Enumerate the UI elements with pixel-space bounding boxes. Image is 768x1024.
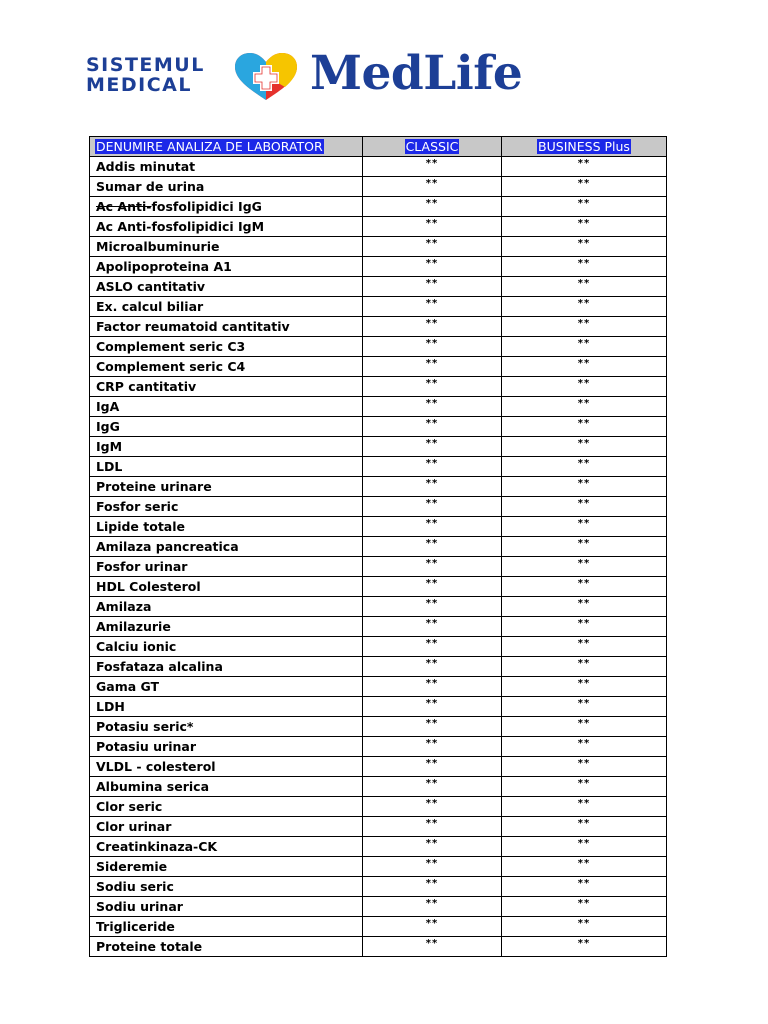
business-value: ** <box>502 197 667 217</box>
business-value: ** <box>502 497 667 517</box>
business-value: ** <box>502 517 667 537</box>
table-row <box>90 737 667 757</box>
classic-value: ** <box>363 297 502 317</box>
medlife-logo <box>86 46 586 106</box>
business-value: ** <box>502 717 667 737</box>
table-row <box>90 917 667 937</box>
table-row <box>90 557 667 577</box>
business-value: ** <box>502 917 667 937</box>
business-value: ** <box>502 437 667 457</box>
analysis-name: Microalbuminurie <box>90 237 363 257</box>
business-value: ** <box>502 477 667 497</box>
classic-value: ** <box>363 237 502 257</box>
analysis-name: Albumina serica <box>90 777 363 797</box>
table-row <box>90 757 667 777</box>
business-value: ** <box>502 817 667 837</box>
table-row <box>90 157 667 177</box>
analysis-name: LDH <box>90 697 363 717</box>
table-row <box>90 637 667 657</box>
table-row <box>90 657 667 677</box>
business-value: ** <box>502 617 667 637</box>
logo-line-1: SISTEMUL <box>86 54 205 76</box>
table-header-row <box>90 137 667 157</box>
analysis-name: Proteine totale <box>90 937 363 957</box>
classic-value: ** <box>363 757 502 777</box>
analysis-name: IgG <box>90 417 363 437</box>
header-classic: CLASSIC <box>363 137 502 157</box>
business-value: ** <box>502 737 667 757</box>
business-value: ** <box>502 177 667 197</box>
analysis-name: Amilazurie <box>90 617 363 637</box>
business-value: ** <box>502 417 667 437</box>
table-row <box>90 717 667 737</box>
business-value: ** <box>502 657 667 677</box>
table-row <box>90 817 667 837</box>
table-row <box>90 497 667 517</box>
business-value: ** <box>502 317 667 337</box>
table-row <box>90 217 667 237</box>
business-value: ** <box>502 857 667 877</box>
business-value: ** <box>502 697 667 717</box>
table-row <box>90 937 667 957</box>
analysis-name: IgM <box>90 437 363 457</box>
analysis-name: LDL <box>90 457 363 477</box>
business-value: ** <box>502 337 667 357</box>
table-row <box>90 797 667 817</box>
table-row <box>90 457 667 477</box>
classic-value: ** <box>363 857 502 877</box>
table-row <box>90 397 667 417</box>
table-row <box>90 257 667 277</box>
table-row <box>90 197 667 217</box>
classic-value: ** <box>363 257 502 277</box>
analysis-name: Sideremie <box>90 857 363 877</box>
analysis-name: Factor reumatoid cantitativ <box>90 317 363 337</box>
classic-value: ** <box>363 177 502 197</box>
analysis-name: HDL Colesterol <box>90 577 363 597</box>
classic-value: ** <box>363 337 502 357</box>
classic-value: ** <box>363 657 502 677</box>
analysis-name: ASLO cantitativ <box>90 277 363 297</box>
analysis-name: Ac Anti-fosfolipidici IgM <box>90 217 363 237</box>
business-value: ** <box>502 217 667 237</box>
table-row <box>90 897 667 917</box>
table-row <box>90 277 667 297</box>
analysis-name: Addis minutat <box>90 157 363 177</box>
business-value: ** <box>502 597 667 617</box>
classic-value: ** <box>363 897 502 917</box>
analysis-name: Calciu ionic <box>90 637 363 657</box>
business-value: ** <box>502 677 667 697</box>
business-value: ** <box>502 797 667 817</box>
analysis-name: Complement seric C4 <box>90 357 363 377</box>
struck-text: Ac Anti- <box>96 199 152 214</box>
analysis-name: IgA <box>90 397 363 417</box>
classic-value: ** <box>363 277 502 297</box>
business-value: ** <box>502 877 667 897</box>
table-row <box>90 437 667 457</box>
analysis-name: Sodiu seric <box>90 877 363 897</box>
table-row <box>90 517 667 537</box>
classic-value: ** <box>363 357 502 377</box>
business-value: ** <box>502 297 667 317</box>
classic-value: ** <box>363 517 502 537</box>
classic-value: ** <box>363 917 502 937</box>
classic-value: ** <box>363 397 502 417</box>
business-value: ** <box>502 357 667 377</box>
analysis-name: Creatinkinaza-CK <box>90 837 363 857</box>
analysis-name: Proteine urinare <box>90 477 363 497</box>
classic-value: ** <box>363 577 502 597</box>
classic-value: ** <box>363 317 502 337</box>
classic-value: ** <box>363 737 502 757</box>
classic-value: ** <box>363 877 502 897</box>
logo-line-2: MEDICAL <box>86 74 192 96</box>
business-value: ** <box>502 637 667 657</box>
business-value: ** <box>502 397 667 417</box>
business-value: ** <box>502 897 667 917</box>
table-row <box>90 877 667 897</box>
business-value: ** <box>502 577 667 597</box>
classic-value: ** <box>363 677 502 697</box>
table-row <box>90 777 667 797</box>
logo-brand-text: MedLife <box>310 46 523 101</box>
classic-value: ** <box>363 637 502 657</box>
business-value: ** <box>502 537 667 557</box>
business-value: ** <box>502 757 667 777</box>
business-value: ** <box>502 257 667 277</box>
header-analysis-name: DENUMIRE ANALIZA DE LABORATOR <box>90 137 363 157</box>
business-value: ** <box>502 777 667 797</box>
business-value: ** <box>502 457 667 477</box>
heart-cross-icon <box>231 52 301 102</box>
table-row <box>90 477 667 497</box>
table-row <box>90 377 667 397</box>
analysis-name: Fosfataza alcalina <box>90 657 363 677</box>
analysis-name: Trigliceride <box>90 917 363 937</box>
classic-value: ** <box>363 157 502 177</box>
analysis-name: Apolipoproteina A1 <box>90 257 363 277</box>
classic-value: ** <box>363 537 502 557</box>
business-value: ** <box>502 937 667 957</box>
business-value: ** <box>502 237 667 257</box>
analysis-name: Fosfor seric <box>90 497 363 517</box>
classic-value: ** <box>363 477 502 497</box>
analysis-name: VLDL - colesterol <box>90 757 363 777</box>
logo-tagline <box>86 55 205 95</box>
classic-value: ** <box>363 697 502 717</box>
analysis-name: Sodiu urinar <box>90 897 363 917</box>
classic-value: ** <box>363 217 502 237</box>
table-row <box>90 677 667 697</box>
analysis-name <box>90 197 363 217</box>
analysis-name: Amilaza <box>90 597 363 617</box>
business-value: ** <box>502 157 667 177</box>
classic-value: ** <box>363 837 502 857</box>
classic-value: ** <box>363 717 502 737</box>
table-row <box>90 537 667 557</box>
analysis-name-rest: fosfolipidici IgG <box>151 199 262 214</box>
classic-value: ** <box>363 457 502 477</box>
analysis-name: Clor seric <box>90 797 363 817</box>
table-row <box>90 597 667 617</box>
analysis-name: Gama GT <box>90 677 363 697</box>
classic-value: ** <box>363 937 502 957</box>
lab-analyses-table <box>89 136 667 957</box>
table-row <box>90 837 667 857</box>
table-row <box>90 617 667 637</box>
analysis-name: Ex. calcul biliar <box>90 297 363 317</box>
classic-value: ** <box>363 417 502 437</box>
business-value: ** <box>502 277 667 297</box>
analysis-name: CRP cantitativ <box>90 377 363 397</box>
analysis-name: Fosfor urinar <box>90 557 363 577</box>
classic-value: ** <box>363 797 502 817</box>
table-row <box>90 237 667 257</box>
classic-value: ** <box>363 557 502 577</box>
analysis-name: Complement seric C3 <box>90 337 363 357</box>
classic-value: ** <box>363 437 502 457</box>
analysis-name: Potasiu urinar <box>90 737 363 757</box>
analysis-name: Amilaza pancreatica <box>90 537 363 557</box>
table-row <box>90 857 667 877</box>
classic-value: ** <box>363 817 502 837</box>
table-row <box>90 577 667 597</box>
classic-value: ** <box>363 597 502 617</box>
header-business-plus: BUSINESS Plus <box>502 137 667 157</box>
analysis-name: Lipide totale <box>90 517 363 537</box>
classic-value: ** <box>363 497 502 517</box>
analysis-name: Potasiu seric* <box>90 717 363 737</box>
table-row <box>90 337 667 357</box>
table-row <box>90 177 667 197</box>
classic-value: ** <box>363 617 502 637</box>
table-row <box>90 417 667 437</box>
table-row <box>90 297 667 317</box>
business-value: ** <box>502 837 667 857</box>
analysis-name: Sumar de urina <box>90 177 363 197</box>
classic-value: ** <box>363 197 502 217</box>
table-row <box>90 697 667 717</box>
table-row <box>90 317 667 337</box>
business-value: ** <box>502 557 667 577</box>
classic-value: ** <box>363 377 502 397</box>
classic-value: ** <box>363 777 502 797</box>
business-value: ** <box>502 377 667 397</box>
analysis-name: Clor urinar <box>90 817 363 837</box>
table-row <box>90 357 667 377</box>
